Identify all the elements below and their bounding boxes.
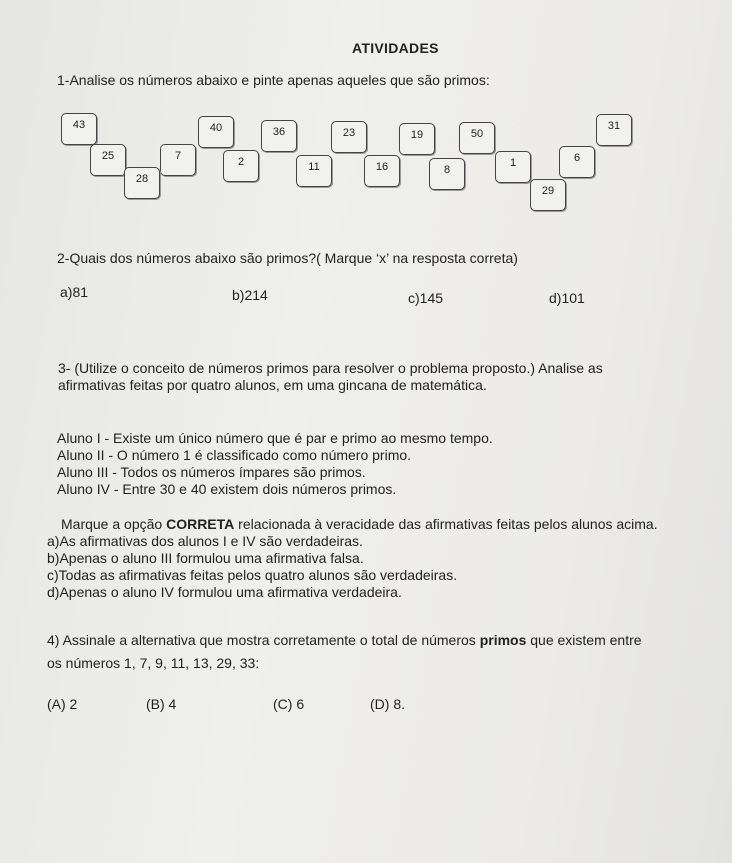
q2-option[interactable]: a)81 <box>60 284 89 300</box>
instruction-bold: CORRETA <box>166 516 235 532</box>
q3-intro-line2: afirmativas feitas por quatro alunos, em uma gincana de matemática. <box>58 377 487 393</box>
q3-choices <box>47 533 457 601</box>
number-box[interactable]: 36 <box>261 120 297 152</box>
number-box[interactable]: 40 <box>198 116 234 148</box>
q4-line2: os números 1, 7, 9, 11, 13, 29, 33: <box>47 655 260 671</box>
instruction-text: relacionada à veracidade das afirmativas feitas pelos alunos acima. <box>234 516 658 532</box>
q3-choice[interactable]: a)As afirmativas dos alunos I e IV são verdadeiras. <box>47 533 363 549</box>
q3-statements <box>57 430 493 498</box>
q4-option[interactable]: (B) 4 <box>146 696 177 712</box>
q2-prompt: 2-Quais dos números abaixo são primos?( Marque ‘x’ na resposta correta) <box>57 250 518 266</box>
number-box[interactable]: 25 <box>90 144 126 176</box>
number-box[interactable]: 28 <box>124 167 160 199</box>
number-box[interactable]: 19 <box>399 123 435 155</box>
statement: Aluno IV - Entre 30 e 40 existem dois números primos. <box>57 481 397 497</box>
number-box[interactable]: 7 <box>160 144 196 176</box>
q3-choice[interactable]: d)Apenas o aluno IV formulou uma afirmativa verdadeira. <box>47 584 402 600</box>
number-box[interactable]: 29 <box>530 179 566 211</box>
q4-option[interactable]: (C) 6 <box>273 696 305 712</box>
statement: Aluno I - Existe um único número que é par e primo ao mesmo tempo. <box>57 430 493 446</box>
q2-option[interactable]: d)101 <box>549 290 585 306</box>
instruction-text: Marque a opção <box>61 516 167 532</box>
number-box[interactable]: 1 <box>495 151 531 183</box>
number-box[interactable]: 2 <box>223 150 259 182</box>
number-box[interactable]: 31 <box>596 114 632 146</box>
q4-text: 4) Assinale a alternativa que mostra corretamente o total de números <box>47 632 480 648</box>
q4-bold: primos <box>479 632 527 648</box>
q3-instruction <box>61 516 658 533</box>
number-box[interactable]: 23 <box>331 121 367 153</box>
page-title: ATIVIDADES <box>352 40 439 56</box>
q3-choice[interactable]: b)Apenas o aluno III formulou uma afirmativa falsa. <box>47 550 364 566</box>
q4-option[interactable]: (D) 8. <box>370 696 405 712</box>
number-box[interactable]: 50 <box>459 122 495 154</box>
q1-prompt: 1-Analise os números abaixo e pinte apenas aqueles que são primos: <box>57 72 490 88</box>
number-box[interactable]: 8 <box>429 158 465 190</box>
q4-text: que existem entre <box>526 632 642 648</box>
q2-option[interactable]: b)214 <box>232 287 268 303</box>
statement: Aluno III - Todos os números ímpares são primos. <box>57 464 366 480</box>
number-box[interactable]: 11 <box>296 155 332 187</box>
statement: Aluno II - O número 1 é classificado como número primo. <box>57 447 412 463</box>
number-box[interactable]: 43 <box>61 113 97 145</box>
q4-line1 <box>47 632 732 649</box>
q4-option[interactable]: (A) 2 <box>47 696 78 712</box>
q2-option[interactable]: c)145 <box>408 290 444 306</box>
q3-intro-line1: 3- (Utilize o conceito de números primos para resolver o problema proposto.) Analise as <box>58 360 603 376</box>
number-box[interactable]: 6 <box>559 146 595 178</box>
number-box[interactable]: 16 <box>364 155 400 187</box>
q3-choice[interactable]: c)Todas as afirmativas feitas pelos quatro alunos são verdadeiras. <box>47 567 458 583</box>
